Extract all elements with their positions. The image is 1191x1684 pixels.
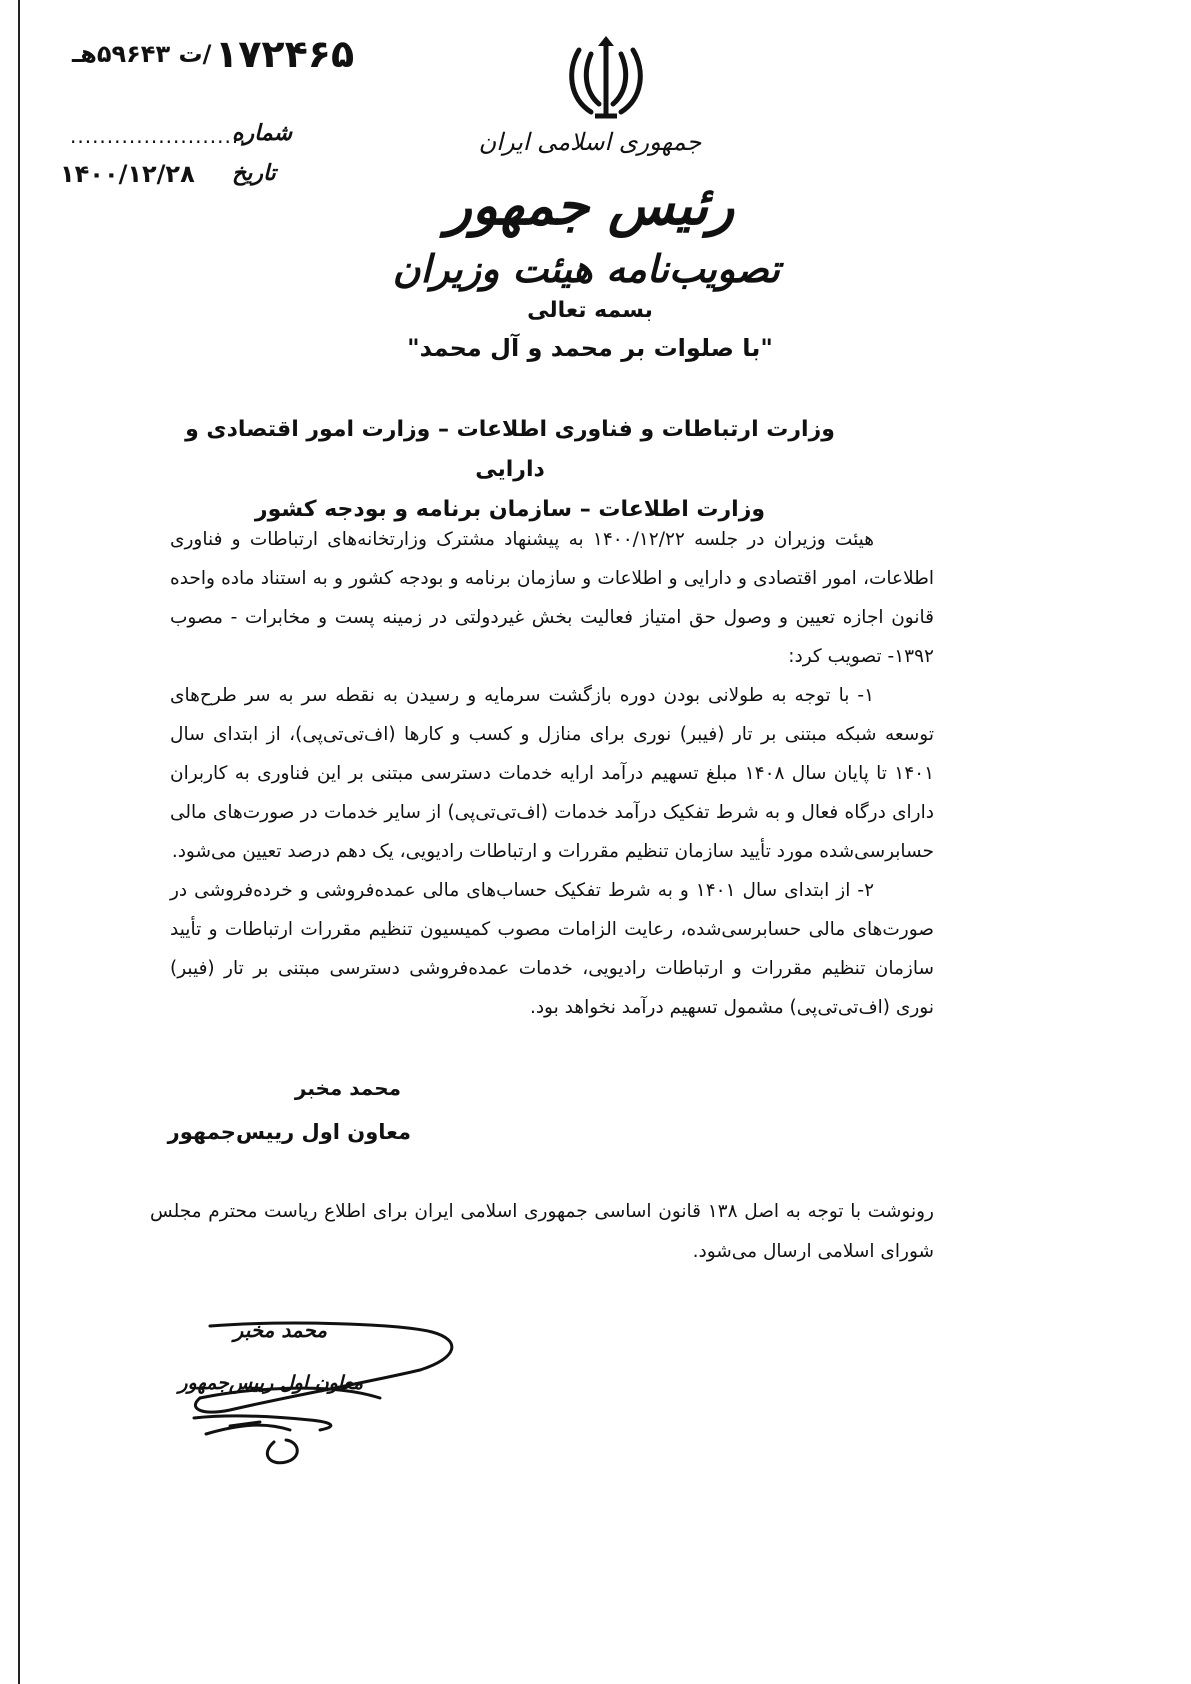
addressees-line-1: وزارت ارتباطات و فناوری اطلاعات – وزارت امور اقتصادی و دارایی [185,417,835,482]
letterhead-decree: تصویب‌نامه هیئت وزیران [392,246,780,291]
body-clause-1: ۱- با توجه به طولانی بودن دوره بازگشت سرمایه و رسیدن به نقطه سر به سر طرح‌های توسعه شبکه مبتنی بر تار (فیبر) نوری برای منازل و کسب و کارها (اف‌تی‌تی‌پی)، از ابتدای سال ۱۴۰۱ تا پایان سال ۱۴۰۸ مبلغ تسهیم درآمد ارایه خدمات دسترسی مبتنی بر این فناوری به کاربران دارای درگاه فعال و به شرط تفکیک درآمد خدمات (اف‌تی‌تی‌پی) از سایر خدمات در صورت‌های مالی حسابرسی‌شده مورد تأیید سازمان تنظیم مقررات و ارتباطات رادیویی، یک دهم درصد تعیین می‌شود. [170,685,935,862]
letterhead-president: رئیس جمهور [445,173,735,237]
addressees-line-2: وزارت اطلاعات – سازمان برنامه و بودجه کشور [254,497,766,522]
salawat: "با صلوات بر محمد و آل محمد" [407,334,773,362]
decree-body [170,520,934,1027]
stamp-title: معاون اول رییس‌جمهور [178,1372,363,1394]
transcript-note: رونوشت با توجه به اصل ۱۳۸ قانون اساسی جمهوری اسلامی ایران برای اطلاع ریاست محترم مجلس شورای اسلامی ارسال می‌شود. [150,1201,934,1262]
serial-number: ۱۷۲۴۶۵ [215,32,355,76]
stamp-name: محمد مخبر [233,1318,327,1342]
bismillah: بسمه تعالی [527,298,653,323]
reference-number: /ت ۵۹۶۴۳هـ [72,40,212,68]
date-value: ۱۴۰۰/۱۲/۲۸ [60,160,195,188]
page-edge-rule [18,0,20,1684]
body-intro: هیئت وزیران در جلسه ۱۴۰۰/۱۲/۲۲ به پیشنهاد مشترک وزارتخانه‌های ارتباطات و فناوری اطلاعات، امور اقتصادی و دارایی و اطلاعات و سازمان برنامه و بودجه کشور و به استناد ماده واحده قانون اجازه تعیین و وصول حق امتیاز فعالیت بخش غیردولتی در زمینه پست و مخابرات - مصوب ۱۳۹۲- تصویب کرد: [170,529,934,667]
number-label: شماره [232,120,293,146]
body-clause-2: ۲- از ابتدای سال ۱۴۰۱ و به شرط تفکیک حساب‌های مالی عمده‌فروشی و خرده‌فروشی در صورت‌های مالی حسابرسی‌شده، رعایت الزامات مصوب کمیسیون تنظیم مقررات ارتباطات و تأیید سازمان تنظیم مقررات و ارتباطات رادیویی، خدمات عمده‌فروشی دسترسی مبتنی بر تار (فیبر) نوری (اف‌تی‌تی‌پی) مشمول تسهیم درآمد نخواهد بود. [170,880,934,1018]
signatory-name: محمد مخبر [294,1076,401,1100]
addressees [150,410,870,530]
iran-emblem-icon [565,32,647,124]
date-label: تاریخ [232,160,276,186]
signatory-title: معاون اول رییس‌جمهور [167,1120,411,1144]
letterhead-republic: جمهوری اسلامی ایران [478,128,702,156]
number-value: ........................ [70,124,247,148]
